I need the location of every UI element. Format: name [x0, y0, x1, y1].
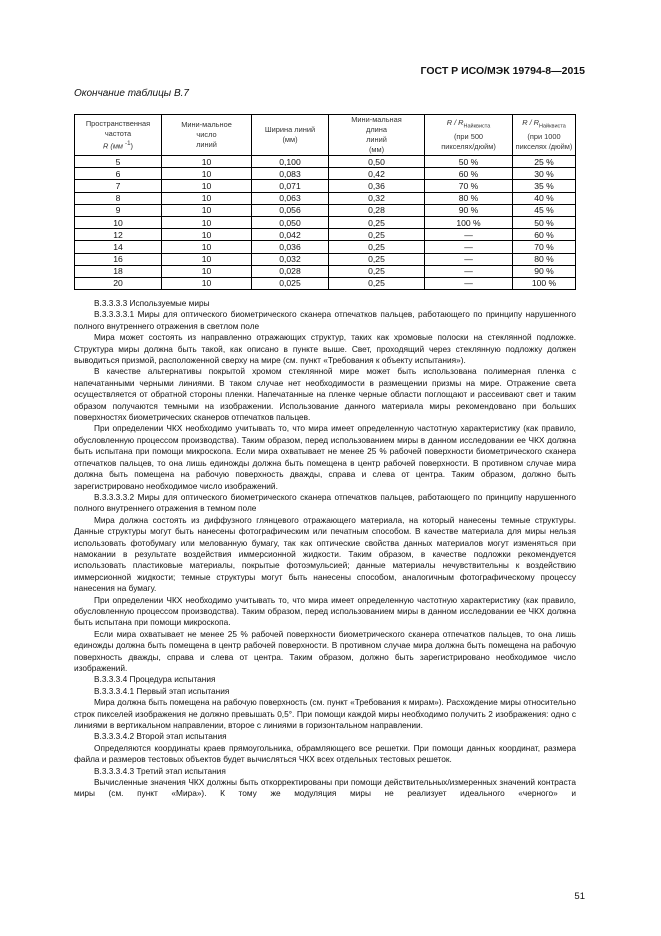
table-cell: —	[425, 229, 513, 241]
column-header-ratio-500: R / $R_{Найквиста}$ (при 500 пикселях/дюйм)	[425, 115, 513, 156]
table-cell: —	[425, 277, 513, 289]
table-cell: 50 %	[425, 156, 513, 168]
table-cell: 60 %	[513, 229, 576, 241]
table-cell: 0,083	[252, 168, 329, 180]
table-cell: 25 %	[513, 156, 576, 168]
table-cell: 0,025	[252, 277, 329, 289]
table-cell: 0,071	[252, 180, 329, 192]
table-cell: 0,25	[329, 265, 425, 277]
paragraph: Если мира охватывает не менее 25 % рабочей поверхности биометрического сканера отпечатков пальцев, то она лишь единожды должна быть помещена в центр рабочей поверхности. В противном случае мира должна быть помещена на рабочую поверхность дважды, справа и слева от центра. Таким образом, должно быть зарегистрировано необходимое число изображений.	[74, 628, 576, 673]
paragraph: Мира должна быть помещена на рабочую поверхность (см. пункт «Требования к мирам»). Расхождение миры относительно строк пикселей изображения не должно превышать 0,5°. При помощи каждой миры необходимо получить 2 изображения: одно с линиями в вертикальном направлении, второе с линиями в горизонтальном направлении.	[74, 697, 576, 731]
paragraph: В качестве альтернативы покрытой хромом стеклянной мире может быть использована полимерная пленка с напечатанными черными линиями. В таком случае нет необходимости в размещении призмы на мире. Отражение света осуществляется от обратной стороны пленки. Напечатанные на пленке черные области поглощают и рассеивают свет и таким образом получаются темными на изображении. Использование данного материала миры рекомендовано при больших поверхностях биометрических сканеров отпечатков пальцев.	[74, 366, 576, 423]
table-cell: 10	[162, 204, 252, 216]
document-body	[74, 298, 576, 800]
paragraph: В.3.3.3.3 Используемые миры	[94, 298, 210, 308]
table-cell: 0,028	[252, 265, 329, 277]
table-cell: 70 %	[513, 241, 576, 253]
table-cell: 0,056	[252, 204, 329, 216]
table-cell: 45 %	[513, 204, 576, 216]
table-cell: 70 %	[425, 180, 513, 192]
paragraph: Вычисленные значения ЧКХ должны быть откорректированы при помощи действительных/измеренных значений контраста миры (см. пункт «Мира»). К тому же модуляция миры не реализует идеального «черного» и	[74, 777, 576, 799]
table-cell: 0,42	[329, 168, 425, 180]
table-row	[75, 241, 576, 253]
table-row	[75, 265, 576, 277]
table-row	[75, 204, 576, 216]
table-cell: —	[425, 265, 513, 277]
table-cell: 0,36	[329, 180, 425, 192]
table-row	[75, 216, 576, 228]
table-row	[75, 277, 576, 289]
table-cell: 6	[75, 168, 162, 180]
column-header-min-length: Мини-мальная длина линий (мм)	[329, 115, 425, 156]
table-cell: 0,25	[329, 277, 425, 289]
table-cell: 10	[162, 265, 252, 277]
table-cell: 0,063	[252, 192, 329, 204]
table-cell: 90 %	[425, 204, 513, 216]
table-cell: 35 %	[513, 180, 576, 192]
table-cell: 9	[75, 204, 162, 216]
column-header-min-lines: Мини-мальное число линий	[162, 115, 252, 156]
data-table	[74, 114, 576, 290]
paragraph: В.3.3.3.4.1 Первый этап испытания	[94, 685, 230, 696]
paragraph: В.3.3.3.3.2 Миры для оптического биометрического сканера отпечатков пальцев, работающего по принципу нарушенного полного внутреннего отражения в темном поле	[74, 491, 576, 514]
paragraph: В.3.3.3.4 Процедура испытания	[94, 674, 216, 685]
table-cell: 40 %	[513, 192, 576, 204]
table-cell: 10	[162, 253, 252, 265]
table-cell: 10	[162, 156, 252, 168]
table-cell: 60 %	[425, 168, 513, 180]
paragraph: Мира должна состоять из диффузного глянцевого отражающего материала, на который нанесены темные структуры. Данные структуры могут быть нанесены фотографическим или печатным способом. В качестве материала для миры нельзя использовать фотобумагу или мелованную бумагу, так как оптические свойства данных материалов могут изменяться при намокании в результате воздействия иммерсионной жидкости. Таким образом, в качестве подложки рекомендуется использовать пластиковые материалы, покрытые фотоэмульсией; данные материалы нечувствительны к воздействию иммерсионной жидкости; темные структуры могут быть нанесены способом, аналогичным фотографическому процессу нанесения на бумагу.	[74, 514, 576, 594]
table-cell: 10	[162, 277, 252, 289]
table-row	[75, 180, 576, 192]
column-header-frequency: Пространственная частота R (мм $^{-1}$)	[75, 115, 162, 156]
paragraph: В.3.3.3.4.3 Третий этап испытания	[94, 765, 226, 776]
paragraph: При определении ЧКХ необходимо учитывать то, что мира имеет определенную частотную характеристику (как правило, обусловленную процессом производства). Таким образом, перед использованием миры в данном исследовании ее ЧКХ должна быть испытана при помощи микроскопа.	[74, 594, 576, 628]
table-cell: 90 %	[513, 265, 576, 277]
table-cell: 10	[162, 192, 252, 204]
table-cell: 100 %	[425, 216, 513, 228]
paragraph: В.3.3.3.4.2 Второй этап испытания	[94, 731, 227, 742]
table-cell: 0,25	[329, 241, 425, 253]
paragraph: Мира может состоять из направленно отражающих структур, таких как хромовые полоски на стеклянной подложке. Структура миры должна быть такой, как описано в пункте выше. Свет, проходящий через стеклянную подложку должен выводиться призмой, расположенной сверху на мире (см. пункт «Требования к объекту испытания»).	[74, 332, 576, 366]
table-cell: 0,50	[329, 156, 425, 168]
table-cell: 14	[75, 241, 162, 253]
table-cell: 10	[162, 180, 252, 192]
table-cell: 20	[75, 277, 162, 289]
table-cell: 10	[162, 241, 252, 253]
table-row	[75, 253, 576, 265]
table-cell: 0,100	[252, 156, 329, 168]
paragraph: При определении ЧКХ необходимо учитывать то, что мира имеет определенную частотную характеристику (как правило, обусловленную процессом производства). Таким образом, перед использованием миры в данном исследовании ее ЧКХ должна быть испытана при помощи микроскопа. Если мира охватывает не менее 25 % рабочей поверхности биометрического сканера отпечатков пальцев, то она лишь единожды должна быть помещена в центр рабочей поверхности. В противном случае мира должна быть помещена на рабочую поверхность дважды, справа и слева от центра. Таким образом, должно быть зарегистрировано необходимое число изображений.	[74, 423, 576, 491]
table-cell: 50 %	[513, 216, 576, 228]
table-cell: —	[425, 241, 513, 253]
page-number: 51	[574, 891, 585, 902]
table-row	[75, 168, 576, 180]
table-cell: 7	[75, 180, 162, 192]
table-cell: 100 %	[513, 277, 576, 289]
table-cell: 0,32	[329, 192, 425, 204]
table-cell: 0,032	[252, 253, 329, 265]
column-header-ratio-1000: R / $R_{Найквиста}$ (при 1000 пикселях /дюйм)	[513, 115, 576, 156]
table-cell: 0,25	[329, 253, 425, 265]
table-caption: Окончание таблицы В.7	[74, 88, 189, 99]
table-cell: 5	[75, 156, 162, 168]
table-cell: 0,28	[329, 204, 425, 216]
table-cell: 10	[162, 216, 252, 228]
paragraph: В.3.3.3.3.1 Миры для оптического биометрического сканера отпечатков пальцев, работающего по принципу нарушенного полного внутреннего отражения в светлом поле	[74, 309, 576, 331]
table-cell: 12	[75, 229, 162, 241]
column-header-line-width: Ширина линий (мм)	[252, 115, 329, 156]
table-cell: —	[425, 253, 513, 265]
table-header-row	[75, 115, 576, 156]
table-row	[75, 192, 576, 204]
document-header: ГОСТ Р ИСО/МЭК 19794-8—2015	[420, 65, 585, 77]
table-cell: 0,25	[329, 229, 425, 241]
table-row	[75, 156, 576, 168]
table-cell: 80 %	[513, 253, 576, 265]
table-row	[75, 229, 576, 241]
table-cell: 0,036	[252, 241, 329, 253]
paragraph: Определяются координаты краев прямоугольника, обрамляющего все решетки. При помощи данных координат, размера файла и размеров тестовых объектов будет вычисляться ЧКХ всех отдельных тестовых решеток.	[74, 742, 576, 765]
table-cell: 8	[75, 192, 162, 204]
table-cell: 10	[75, 216, 162, 228]
table-cell: 0,25	[329, 216, 425, 228]
table-cell: 10	[162, 229, 252, 241]
table-cell: 10	[162, 168, 252, 180]
table-cell: 0,050	[252, 216, 329, 228]
table-cell: 30 %	[513, 168, 576, 180]
table-cell: 16	[75, 253, 162, 265]
table-cell: 80 %	[425, 192, 513, 204]
table-cell: 18	[75, 265, 162, 277]
table-cell: 0,042	[252, 229, 329, 241]
